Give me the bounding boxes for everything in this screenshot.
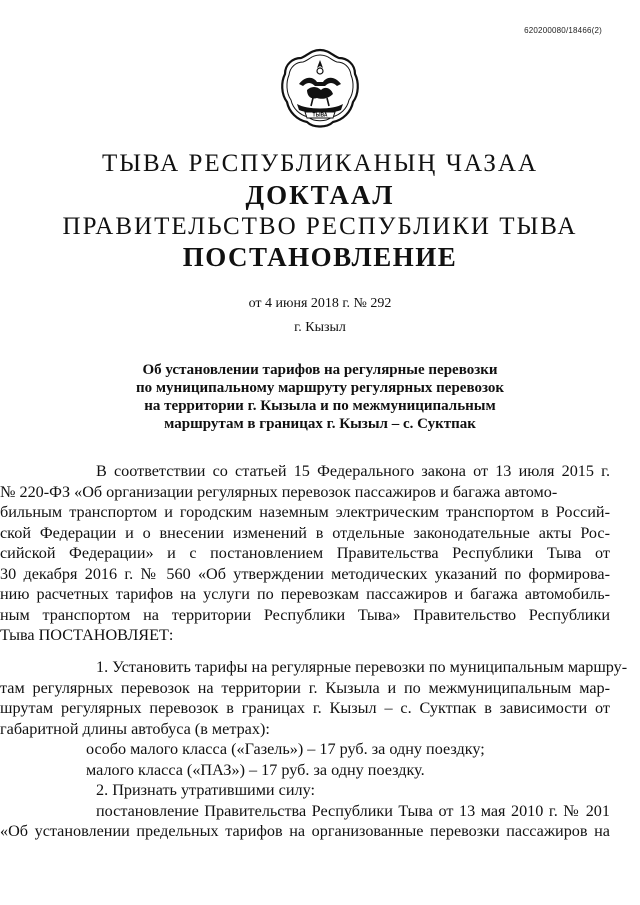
decree-title [0, 361, 640, 433]
text-line: малого класса («ПАЗ») – 17 руб. за одну поездку. [86, 760, 425, 779]
text-line: там регулярных перевозок на территории г. Кызыла и по межмуниципальным мар- [0, 678, 610, 697]
header-government: ПРАВИТЕЛЬСТВО РЕСПУБЛИКИ ТЫВА [62, 213, 578, 240]
text-line: бильным транспортом и городским наземным электрическим транспортом в Россий- [0, 503, 610, 521]
text-line: особо малого класса («Газель») – 17 руб. за одну поездку; [86, 740, 485, 758]
title-line: по муниципальному маршруту регулярных перевозок [135, 380, 505, 396]
text-line: габаритной длины автобуса (в метрах): [0, 719, 270, 738]
text-line: ным транспортом на территории Республики Тыва» Правительство Республики [0, 605, 610, 624]
decree-body [0, 657, 628, 842]
title-line: Об установлении тарифов на регулярные перевозки [142, 362, 498, 378]
text-line: В соответствии со статьей 15 Федерального закона от 13 июля 2015 г. [96, 462, 610, 480]
tuva-coat-of-arms-icon [277, 46, 363, 132]
decree-city: г. Кызыл [294, 320, 346, 335]
text-line: сийской Федерации» и с постановлением Правительства Республики Тыва от [0, 544, 610, 562]
svg-text:ТЫВА: ТЫВА [312, 112, 328, 119]
text-line: 1. Установить тарифы на регулярные перевозки по муниципальным маршру- [96, 658, 628, 676]
text-line: 2. Признать утратившими силу: [96, 781, 315, 799]
text-line: Тыва ПОСТАНОВЛЯЕТ: [0, 626, 174, 644]
text-line: шрутам регулярных перевозок в границах г. Кызыл – с. Суктпак в зависимости от [0, 699, 610, 717]
text-line: «Об установлении предельных тарифов на организованные перевозки пассажиров на [0, 822, 610, 840]
text-line: ской Федерации и о внесении изменений в отдельные законодательные акты Рос- [0, 523, 610, 542]
header-doktaal: ДОКТААЛ [245, 180, 395, 210]
preamble-paragraph [0, 461, 610, 646]
header-tuva-government: ТЫВА РЕСПУБЛИКАНЫҢ ЧАЗАА [101, 150, 539, 177]
text-line: нию расчетных тарифов на услуги по перевозкам пассажиров и багажа автомобиль- [0, 585, 610, 603]
title-line: маршрутам в границах г. Кызыл – с. Суктпак [164, 416, 476, 432]
decree-date-number: от 4 июня 2018 г. № 292 [248, 296, 392, 311]
document-id: 620200080/18466(2) [524, 26, 602, 35]
text-line: постановление Правительства Республики Тыва от 13 мая 2010 г. № 201 [96, 801, 610, 820]
text-line: 30 декабря 2016 г. № 560 «Об утверждении методических указаний по формирова- [0, 564, 610, 583]
title-line: на территории г. Кызыла и по межмуниципальным [144, 398, 496, 414]
header-decree: ПОСТАНОВЛЕНИЕ [182, 242, 458, 272]
text-line: № 220-ФЗ «Об организации регулярных перевозок пассажиров и багажа автомо- [0, 482, 558, 501]
